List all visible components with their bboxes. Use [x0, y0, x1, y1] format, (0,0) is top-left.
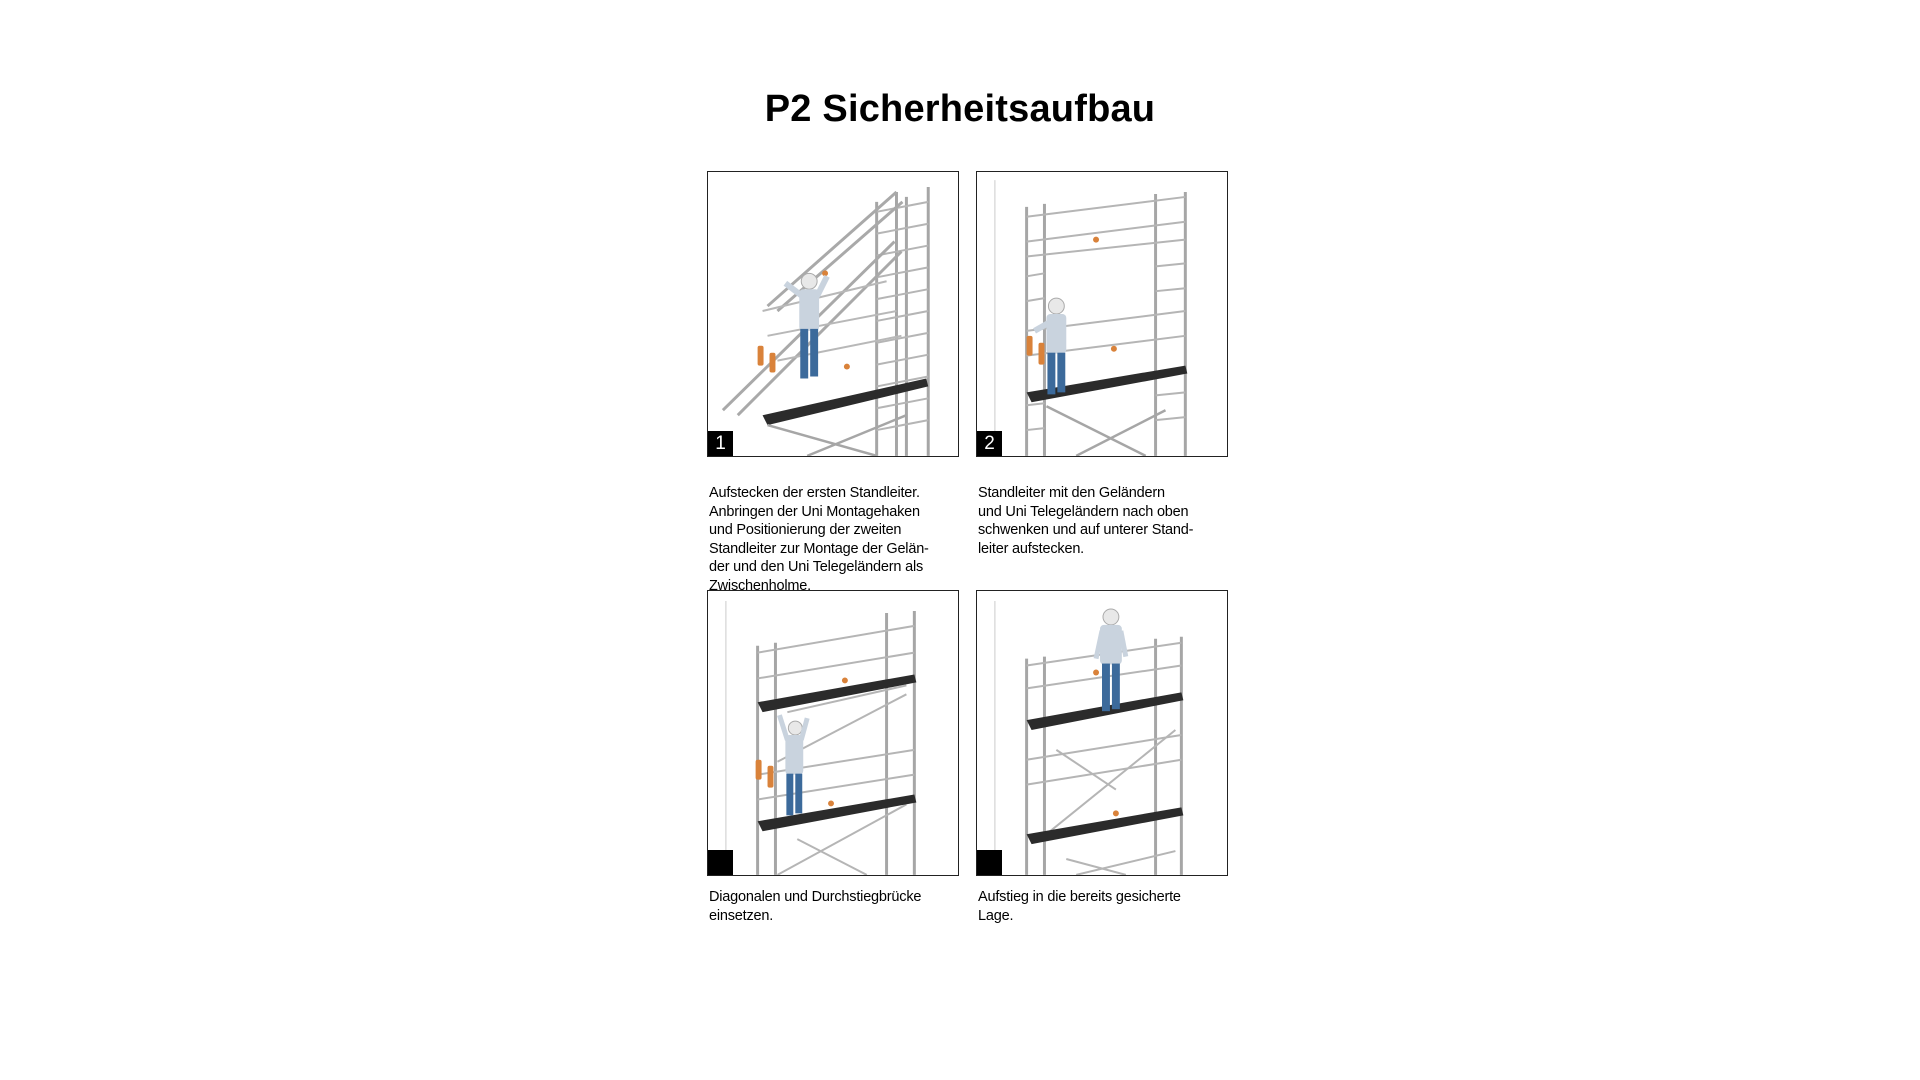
caption-line: Standleiter zur Montage der Gelän-	[709, 540, 929, 557]
caption-line: Aufstieg in die bereits gesicherte	[978, 889, 1181, 905]
caption-line: der und den Uni Telegeländern als	[709, 559, 924, 575]
scaffold-illustration-1	[708, 172, 958, 456]
step-number-badge: 2	[977, 431, 1002, 456]
caption-line: Zwischenholme.	[709, 577, 811, 594]
step-3-caption	[709, 888, 949, 925]
caption-line: und Uni Telegeländern nach oben	[978, 503, 1189, 520]
step-4-illustration	[976, 590, 1228, 876]
step-2-caption	[978, 484, 1218, 558]
caption-line: Aufstecken der ersten Standleiter.	[709, 485, 920, 501]
step-4-caption	[978, 888, 1218, 925]
worker-figure-3	[779, 715, 807, 815]
caption-line: leiter aufstecken.	[978, 540, 1085, 557]
caption-line: Lage.	[978, 907, 1014, 924]
scaffold-illustration-2	[977, 172, 1227, 456]
step-1-illustration	[707, 171, 959, 457]
step-number-badge	[977, 850, 1002, 875]
caption-line: Standleiter mit den Geländern	[978, 485, 1165, 501]
step-number-badge	[708, 850, 733, 875]
caption-line: einsetzen.	[709, 907, 774, 924]
step-3-illustration	[707, 590, 959, 876]
worker-figure-4	[1096, 609, 1126, 711]
step-1-caption	[709, 484, 949, 595]
step-number-badge: 1	[708, 431, 733, 456]
caption-line: Anbringen der Uni Montagehaken	[709, 503, 920, 520]
caption-line: Diagonalen und Durchstiegbrücke	[709, 889, 922, 905]
caption-line: schwenken und auf unterer Stand-	[978, 522, 1194, 538]
step-2-illustration	[976, 171, 1228, 457]
scaffold-illustration-4	[977, 591, 1227, 875]
caption-line: und Positionierung der zweiten	[709, 522, 902, 538]
scaffold-illustration-3	[708, 591, 958, 875]
page-title: P2 Sicherheitsaufbau	[764, 88, 1156, 130]
